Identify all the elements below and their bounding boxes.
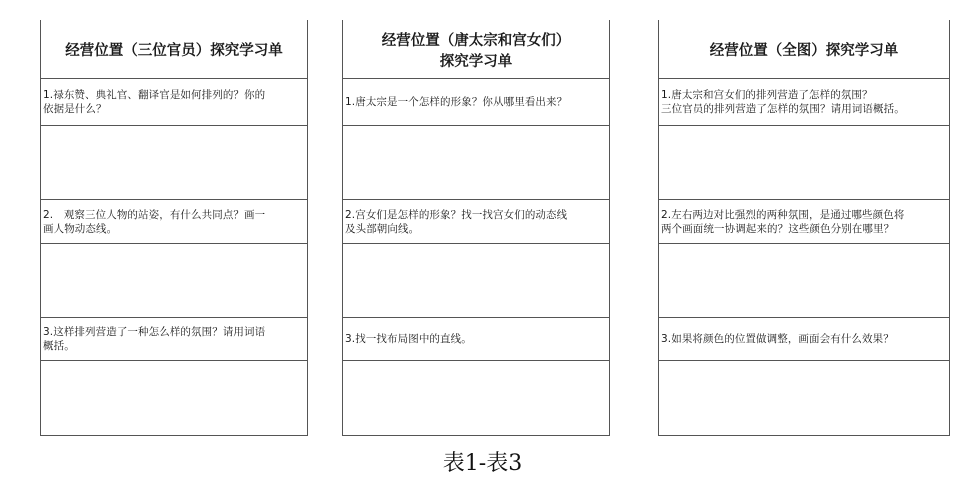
answer-area-2: [343, 244, 609, 318]
worksheet-title: 经营位置（全图）探究学习单: [659, 20, 949, 79]
worksheet-title: 经营位置（三位官员）探究学习单: [41, 20, 307, 79]
question-2: 2.左右两边对比强烈的两种氛围，是通过哪些颜色将 两个画面统一协调起来的？这些颜色分别在哪里？: [659, 200, 949, 244]
answer-area-1: [41, 126, 307, 200]
question-1: 1.唐太宗和宫女们的排列营造了怎样的氛围？ 三位官员的排列营造了怎样的氛围？请用词语概括。: [659, 79, 949, 126]
question-1: 1.唐太宗是一个怎样的形象？你从哪里看出来？: [343, 79, 609, 126]
answer-area-3: [659, 361, 949, 436]
answer-area-2: [41, 244, 307, 318]
answer-area-1: [659, 126, 949, 200]
figure-caption: 表1-表3: [442, 451, 523, 476]
question-3: 3.找一找布局图中的直线。: [343, 318, 609, 361]
worksheet-title: 经营位置（唐太宗和宫女们） 探究学习单: [343, 20, 609, 79]
answer-area-1: [343, 126, 609, 200]
question-3: 3.这样排列营造了一种怎么样的氛围？请用词语 概括。: [41, 318, 307, 361]
answer-area-3: [41, 361, 307, 436]
answer-area-2: [659, 244, 949, 318]
worksheet-officials: [40, 20, 308, 436]
worksheet-emperor-maids: [342, 20, 610, 436]
answer-area-3: [343, 361, 609, 436]
question-2: 2. 观察三位人物的站姿，有什么共同点？画一 画人物动态线。: [41, 200, 307, 244]
question-2: 2.宫女们是怎样的形象？找一找宫女们的动态线 及头部朝向线。: [343, 200, 609, 244]
worksheet-full-painting: [658, 20, 950, 436]
question-3: 3.如果将颜色的位置做调整，画面会有什么效果？: [659, 318, 949, 361]
question-1: 1.禄东赞、典礼官、翻译官是如何排列的？你的 依据是什么？: [41, 79, 307, 126]
